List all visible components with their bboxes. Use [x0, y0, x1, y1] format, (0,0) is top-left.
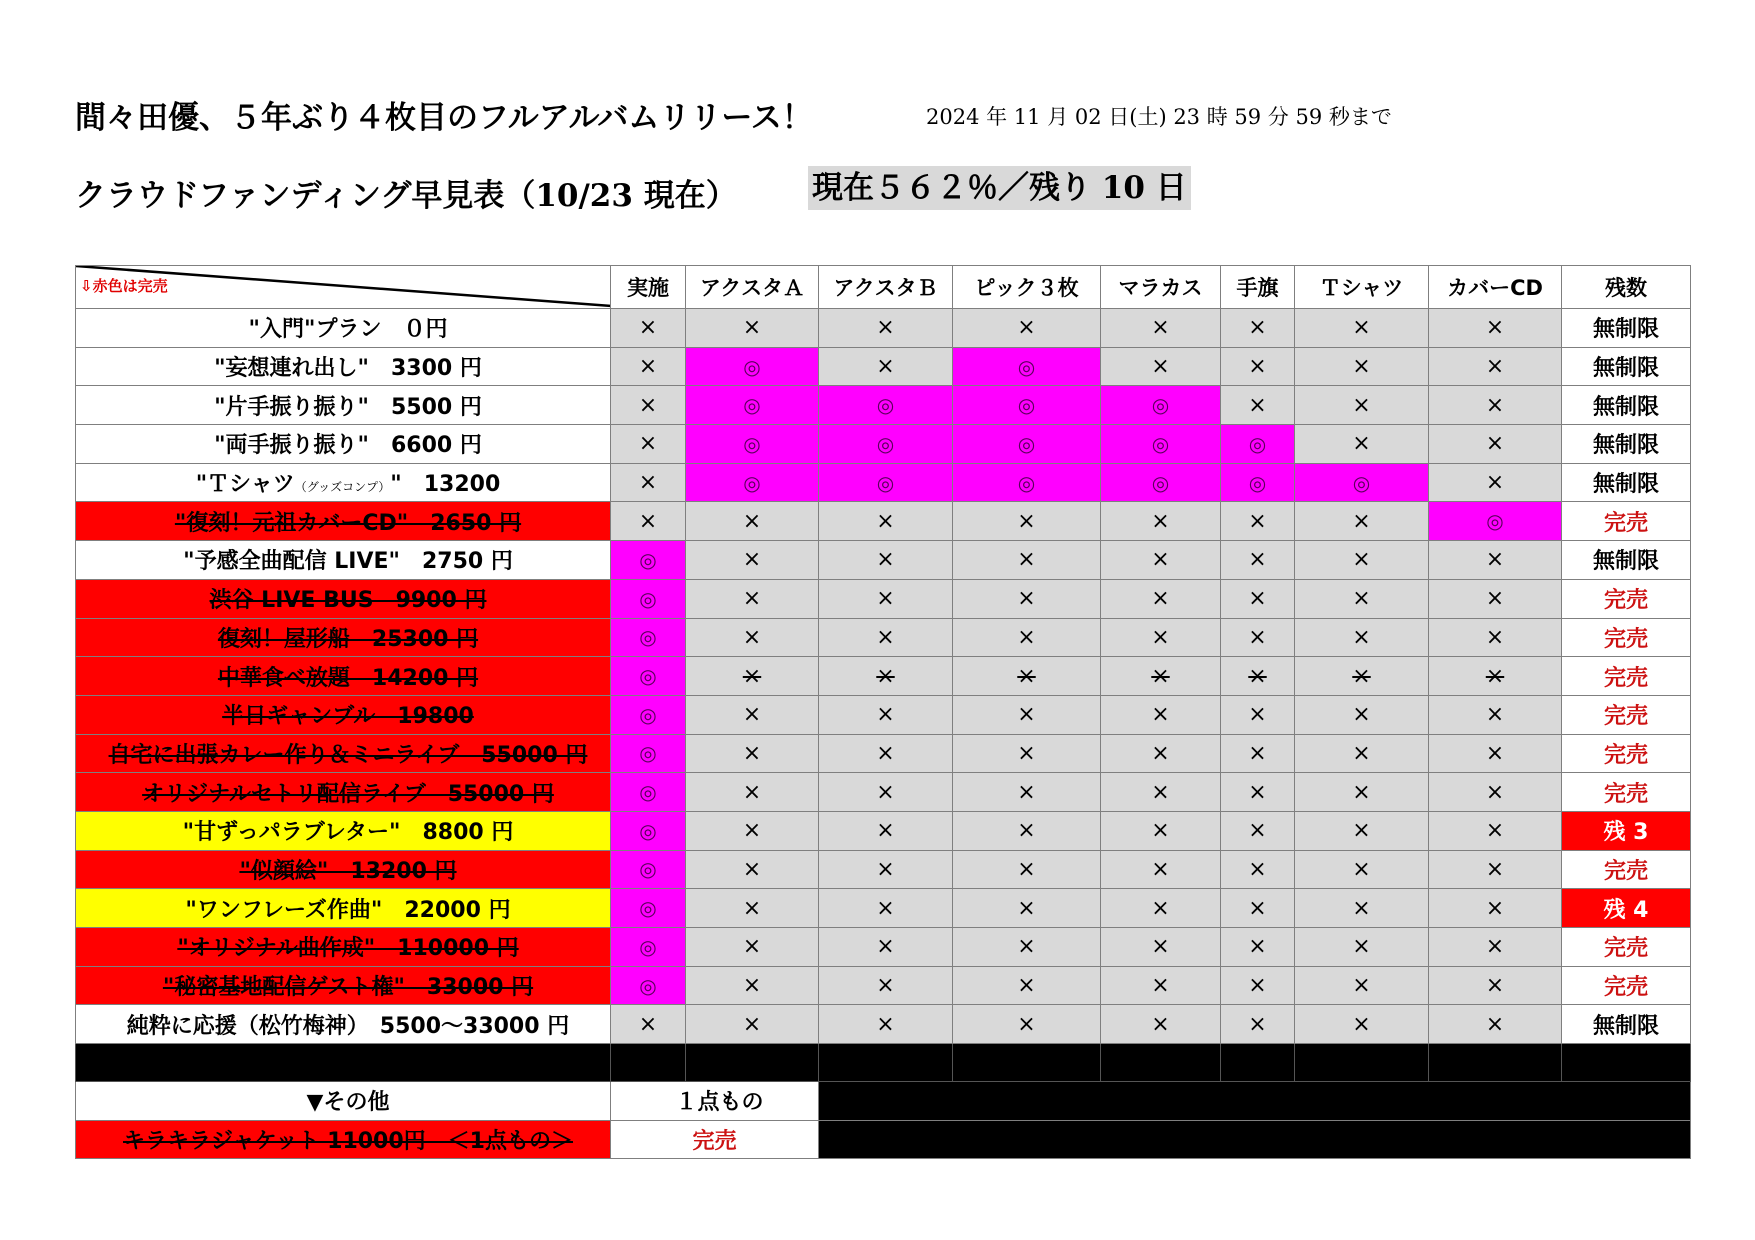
item-stock: 完売 — [611, 1120, 819, 1159]
included-mark: ◎ — [611, 811, 686, 850]
excluded-mark: × — [1101, 502, 1221, 541]
excluded-mark: × — [819, 850, 953, 889]
excluded-mark: × — [1221, 928, 1295, 967]
stock-status: 完売 — [1562, 502, 1691, 541]
included-mark: ◎ — [611, 541, 686, 580]
stock-status: 残 3 — [1562, 811, 1691, 850]
stock-status: 無制限 — [1562, 541, 1691, 580]
excluded-mark: × — [1221, 541, 1295, 580]
included-mark: ◎ — [611, 734, 686, 773]
excluded-mark: × — [611, 502, 686, 541]
stock-status: 完売 — [1562, 734, 1691, 773]
excluded-mark: × — [686, 502, 819, 541]
others-header-row — [76, 1082, 1691, 1121]
stock-status: 無制限 — [1562, 309, 1691, 348]
plan-name: "復刻！元祖カバーCD" 2650 円 — [76, 502, 611, 541]
plan-name: "秘密基地配信ゲスト権" 33000 円 — [76, 966, 611, 1005]
excluded-mark: × — [1101, 618, 1221, 657]
excluded-mark: × — [1295, 889, 1429, 928]
table-row — [76, 541, 1691, 580]
excluded-mark: × — [819, 734, 953, 773]
excluded-mark: × — [1221, 850, 1295, 889]
excluded-mark: × — [1221, 502, 1295, 541]
excluded-mark: × — [953, 309, 1101, 348]
included-mark: ◎ — [611, 928, 686, 967]
excluded-mark: × — [686, 579, 819, 618]
excluded-mark: × — [1221, 618, 1295, 657]
included-mark: ◎ — [953, 463, 1101, 502]
excluded-mark: × — [953, 928, 1101, 967]
excluded-mark: × — [1101, 1005, 1221, 1044]
excluded-mark: × — [1101, 734, 1221, 773]
excluded-mark: × — [1221, 579, 1295, 618]
included-mark: ◎ — [611, 773, 686, 812]
excluded-mark: × — [1429, 695, 1562, 734]
excluded-mark: × — [1295, 347, 1429, 386]
excluded-mark: × — [1101, 309, 1221, 348]
excluded-mark: × — [686, 889, 819, 928]
excluded-mark: × — [1295, 541, 1429, 580]
excluded-mark: × — [1221, 347, 1295, 386]
others-item-row — [76, 1120, 1691, 1159]
legend-note: ⇩赤色は完売 — [80, 277, 168, 295]
excluded-mark: × — [1101, 347, 1221, 386]
excluded-mark: × — [819, 347, 953, 386]
excluded-mark: × — [611, 386, 686, 425]
included-mark: ◎ — [686, 386, 819, 425]
excluded-mark: × — [819, 579, 953, 618]
excluded-mark: × — [611, 347, 686, 386]
excluded-mark: × — [1101, 695, 1221, 734]
excluded-mark: × — [1429, 463, 1562, 502]
stock-status: 完売 — [1562, 695, 1691, 734]
stock-status: 完売 — [1562, 618, 1691, 657]
excluded-mark: × — [611, 309, 686, 348]
table-row — [76, 966, 1691, 1005]
excluded-mark: × — [1429, 425, 1562, 464]
excluded-mark: × — [1295, 618, 1429, 657]
included-mark: ◎ — [686, 425, 819, 464]
excluded-mark: × — [1221, 889, 1295, 928]
stock-status: 完売 — [1562, 773, 1691, 812]
excluded-mark: × — [953, 966, 1101, 1005]
table-row — [76, 657, 1691, 696]
included-mark: ◎ — [1221, 425, 1295, 464]
excluded-mark: × — [953, 850, 1101, 889]
plan-name: "妄想連れ出し" 3300 円 — [76, 347, 611, 386]
table-row — [76, 850, 1691, 889]
plan-name: "両手振り振り" 6600 円 — [76, 425, 611, 464]
excluded-mark: × — [686, 695, 819, 734]
excluded-mark: × — [953, 773, 1101, 812]
excluded-mark: × — [953, 695, 1101, 734]
table-row — [76, 386, 1691, 425]
excluded-mark: × — [1429, 928, 1562, 967]
excluded-mark: × — [819, 889, 953, 928]
excluded-mark: × — [1221, 657, 1295, 696]
included-mark: ◎ — [1221, 463, 1295, 502]
excluded-mark: × — [1429, 734, 1562, 773]
plan-name: 半日ギャンブル 19800 — [76, 695, 611, 734]
stock-status: 無制限 — [1562, 386, 1691, 425]
excluded-mark: × — [953, 657, 1101, 696]
table-row — [76, 1005, 1691, 1044]
excluded-mark: × — [1101, 811, 1221, 850]
excluded-mark: × — [1429, 966, 1562, 1005]
excluded-mark: × — [1295, 309, 1429, 348]
stock-status: 完売 — [1562, 850, 1691, 889]
excluded-mark: × — [1101, 850, 1221, 889]
excluded-mark: × — [1429, 347, 1562, 386]
column-header: アクスタＡ — [686, 266, 819, 309]
excluded-mark: × — [686, 811, 819, 850]
plan-name: オリジナルセトリ配信ライブ 55000 円 — [76, 773, 611, 812]
table-row — [76, 773, 1691, 812]
excluded-mark: × — [1295, 657, 1429, 696]
plan-name: 渋谷 LIVE BUS 9900 円 — [76, 579, 611, 618]
excluded-mark: × — [686, 309, 819, 348]
deadline-text: 2024 年 11 月 02 日(土) 23 時 59 分 59 秒まで — [926, 105, 1392, 129]
included-mark: ◎ — [1101, 386, 1221, 425]
progress-badge: 現在５６２％／残り 10 日 — [808, 166, 1191, 210]
excluded-mark: × — [819, 811, 953, 850]
excluded-mark: × — [953, 811, 1101, 850]
included-mark: ◎ — [953, 347, 1101, 386]
stock-status: 完売 — [1562, 579, 1691, 618]
stock-status: 完売 — [1562, 928, 1691, 967]
excluded-mark: × — [1221, 309, 1295, 348]
table-row — [76, 618, 1691, 657]
excluded-mark: × — [686, 734, 819, 773]
excluded-mark: × — [686, 773, 819, 812]
included-mark: ◎ — [611, 850, 686, 889]
excluded-mark: × — [686, 618, 819, 657]
excluded-mark: × — [819, 618, 953, 657]
excluded-mark: × — [1221, 966, 1295, 1005]
excluded-mark: × — [1429, 1005, 1562, 1044]
included-mark: ◎ — [611, 695, 686, 734]
included-mark: ◎ — [819, 386, 953, 425]
excluded-mark: × — [1429, 811, 1562, 850]
table-row — [76, 463, 1691, 502]
excluded-mark: × — [1429, 618, 1562, 657]
included-mark: ◎ — [611, 657, 686, 696]
column-header: ピック３枚 — [953, 266, 1101, 309]
plan-name: 自宅に出張カレー作り＆ミニライブ 55000 円 — [76, 734, 611, 773]
included-mark: ◎ — [611, 889, 686, 928]
excluded-mark: × — [1429, 579, 1562, 618]
column-header: アクスタＢ — [819, 266, 953, 309]
excluded-mark: × — [1221, 734, 1295, 773]
excluded-mark: × — [1295, 734, 1429, 773]
one-piece-label: １点もの — [611, 1082, 819, 1121]
excluded-mark: × — [1295, 695, 1429, 734]
plan-name: "入門"プラン ０円 — [76, 309, 611, 348]
excluded-mark: × — [819, 541, 953, 580]
excluded-mark: × — [1221, 811, 1295, 850]
column-header: カバーCD — [1429, 266, 1562, 309]
excluded-mark: × — [1429, 309, 1562, 348]
excluded-mark: × — [686, 966, 819, 1005]
excluded-mark: × — [1429, 541, 1562, 580]
excluded-mark: × — [1295, 966, 1429, 1005]
excluded-mark: × — [1221, 773, 1295, 812]
table-row — [76, 579, 1691, 618]
column-header: マラカス — [1101, 266, 1221, 309]
included-mark: ◎ — [611, 579, 686, 618]
column-header: Ｔシャツ — [1295, 266, 1429, 309]
corner-header — [76, 266, 611, 309]
excluded-mark: × — [1429, 386, 1562, 425]
item-name: キラキラジャケット 11000円 ＜1点もの＞ — [76, 1120, 611, 1159]
excluded-mark: × — [953, 618, 1101, 657]
included-mark: ◎ — [953, 425, 1101, 464]
table-row — [76, 502, 1691, 541]
plan-name: "片手振り振り" 5500 円 — [76, 386, 611, 425]
table-row — [76, 928, 1691, 967]
included-mark: ◎ — [1429, 502, 1562, 541]
others-label: ▼その他 — [76, 1082, 611, 1121]
plan-name: "似顔絵" 13200 円 — [76, 850, 611, 889]
excluded-mark: × — [1221, 1005, 1295, 1044]
plan-name: "Ｔシャツ（グッズコンプ）" 13200 — [76, 463, 611, 502]
excluded-mark: × — [611, 463, 686, 502]
excluded-mark: × — [1221, 386, 1295, 425]
included-mark: ◎ — [611, 618, 686, 657]
excluded-mark: × — [1221, 695, 1295, 734]
table-row — [76, 695, 1691, 734]
excluded-mark: × — [953, 1005, 1101, 1044]
included-mark: ◎ — [686, 463, 819, 502]
excluded-mark: × — [1295, 425, 1429, 464]
excluded-mark: × — [1101, 773, 1221, 812]
column-header: 実施 — [611, 266, 686, 309]
excluded-mark: × — [953, 734, 1101, 773]
reward-table — [75, 265, 1691, 1159]
included-mark: ◎ — [819, 463, 953, 502]
plan-name: "オリジナル曲作成" 110000 円 — [76, 928, 611, 967]
included-mark: ◎ — [819, 425, 953, 464]
excluded-mark: × — [1429, 773, 1562, 812]
excluded-mark: × — [1295, 928, 1429, 967]
excluded-mark: × — [819, 773, 953, 812]
excluded-mark: × — [1295, 579, 1429, 618]
page-subtitle: クラウドファンディング早見表（10/23 現在） — [75, 178, 737, 214]
excluded-mark: × — [611, 425, 686, 464]
excluded-mark: × — [1429, 657, 1562, 696]
header-row — [76, 266, 1691, 309]
excluded-mark: × — [953, 502, 1101, 541]
separator-row — [76, 1044, 1691, 1082]
plan-name: "ワンフレーズ作曲" 22000 円 — [76, 889, 611, 928]
excluded-mark: × — [1101, 657, 1221, 696]
plan-name: "予感全曲配信 LIVE" 2750 円 — [76, 541, 611, 580]
included-mark: ◎ — [1295, 463, 1429, 502]
included-mark: ◎ — [953, 386, 1101, 425]
excluded-mark: × — [1429, 850, 1562, 889]
excluded-mark: × — [1295, 811, 1429, 850]
excluded-mark: × — [1295, 773, 1429, 812]
table-row — [76, 347, 1691, 386]
excluded-mark: × — [686, 928, 819, 967]
stock-status: 無制限 — [1562, 347, 1691, 386]
stock-status: 無制限 — [1562, 463, 1691, 502]
included-mark: ◎ — [1101, 425, 1221, 464]
excluded-mark: × — [1101, 928, 1221, 967]
table-row — [76, 889, 1691, 928]
excluded-mark: × — [686, 1005, 819, 1044]
stock-status: 無制限 — [1562, 425, 1691, 464]
plan-name: 復刻！屋形船 25300 円 — [76, 618, 611, 657]
stock-status: 完売 — [1562, 657, 1691, 696]
excluded-mark: × — [819, 695, 953, 734]
excluded-mark: × — [819, 502, 953, 541]
excluded-mark: × — [1101, 889, 1221, 928]
included-mark: ◎ — [1101, 463, 1221, 502]
plan-name: 純粋に応援（松竹梅神） 5500～33000 円 — [76, 1005, 611, 1044]
plan-name: "甘ずっパラブレター" 8800 円 — [76, 811, 611, 850]
excluded-mark: × — [611, 1005, 686, 1044]
included-mark: ◎ — [611, 966, 686, 1005]
excluded-mark: × — [819, 928, 953, 967]
page-title: 間々田優、５年ぶり４枚目のフルアルバムリリース！ — [75, 100, 813, 136]
column-header: 手旗 — [1221, 266, 1295, 309]
excluded-mark: × — [819, 309, 953, 348]
excluded-mark: × — [819, 1005, 953, 1044]
excluded-mark: × — [1101, 579, 1221, 618]
excluded-mark: × — [1295, 386, 1429, 425]
table-row — [76, 309, 1691, 348]
excluded-mark: × — [1295, 502, 1429, 541]
column-header: 残数 — [1562, 266, 1691, 309]
excluded-mark: × — [686, 657, 819, 696]
stock-status: 完売 — [1562, 966, 1691, 1005]
excluded-mark: × — [686, 541, 819, 580]
excluded-mark: × — [1295, 850, 1429, 889]
excluded-mark: × — [686, 850, 819, 889]
excluded-mark: × — [953, 579, 1101, 618]
stock-status: 無制限 — [1562, 1005, 1691, 1044]
excluded-mark: × — [1295, 1005, 1429, 1044]
table-row — [76, 811, 1691, 850]
included-mark: ◎ — [686, 347, 819, 386]
excluded-mark: × — [1101, 966, 1221, 1005]
plan-name: 中華食べ放題 14200 円 — [76, 657, 611, 696]
table-row — [76, 425, 1691, 464]
table-row — [76, 734, 1691, 773]
excluded-mark: × — [1429, 889, 1562, 928]
blank-cell — [819, 1082, 1691, 1121]
blank-cell — [819, 1120, 1691, 1159]
excluded-mark: × — [1101, 541, 1221, 580]
excluded-mark: × — [819, 657, 953, 696]
excluded-mark: × — [953, 541, 1101, 580]
excluded-mark: × — [953, 889, 1101, 928]
excluded-mark: × — [819, 966, 953, 1005]
stock-status: 残 4 — [1562, 889, 1691, 928]
